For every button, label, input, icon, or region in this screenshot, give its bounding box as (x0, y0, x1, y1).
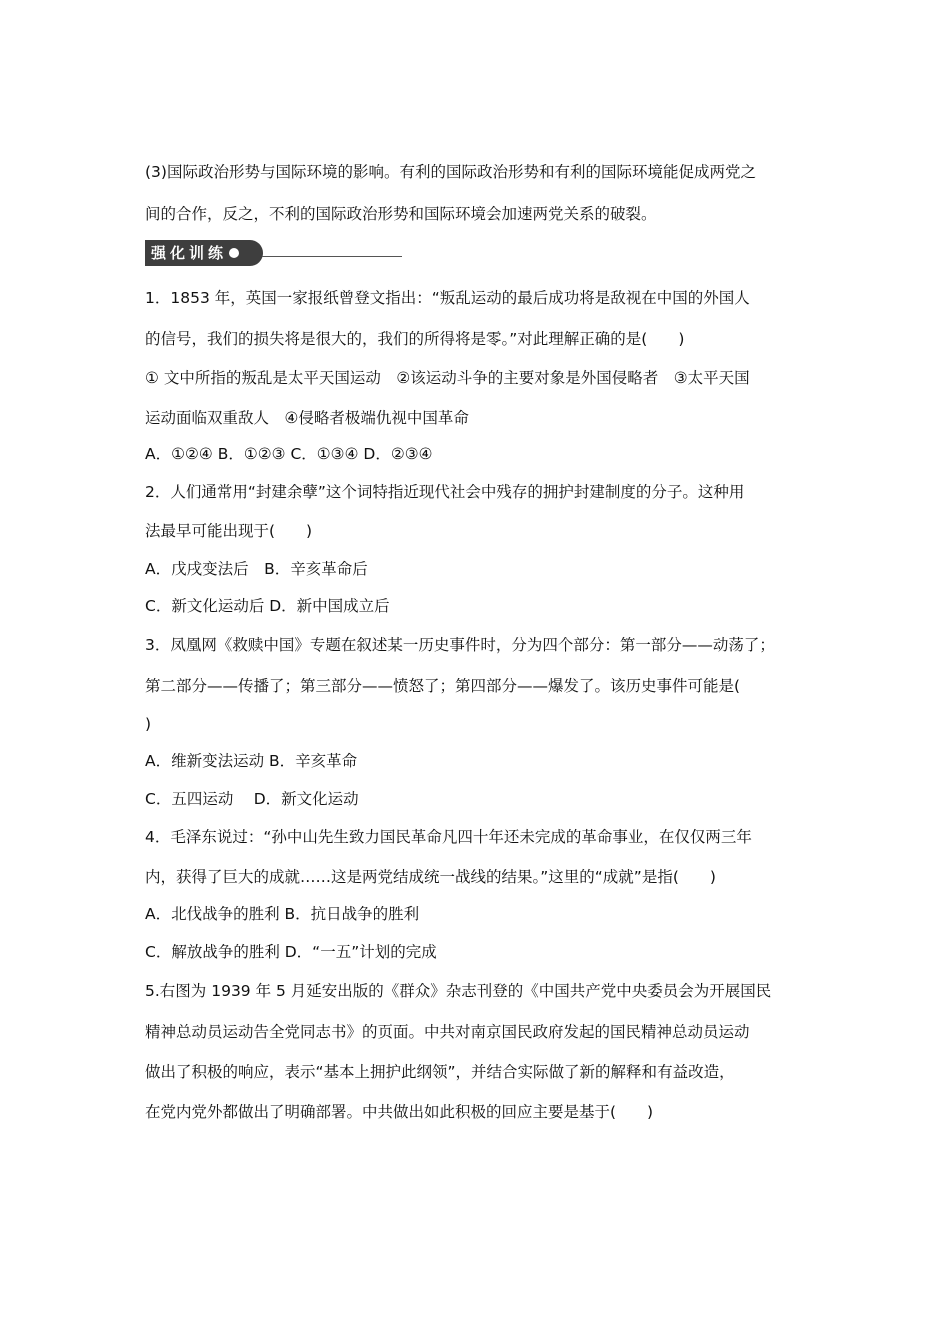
q5-stem-line-4: 在党内党外都做出了明确部署。中共做出如此积极的回应主要是基于( ) (145, 1103, 654, 1121)
q5-stem-line-3: 做出了积极的响应，表示“基本上拥护此纲领”，并结合实际做了新的解释和有益改造， (145, 1063, 735, 1081)
q1-stem-line-1: 1．1853 年，英国一家报纸曾登文指出：“叛乱运动的最后成功将是敌视在中国的外国人 (145, 289, 750, 307)
q3-options-ab: A．维新变法运动 B．辛亥革命 (145, 752, 358, 770)
q3-options-cd: C．五四运动 D．新文化运动 (145, 790, 359, 808)
q2-options-cd: C．新文化运动后 D．新中国成立后 (145, 597, 390, 615)
section-title: 强化训练 (151, 244, 228, 262)
section-rule (262, 256, 402, 257)
q1-options: A．①②④ B．①②③ C．①③④ D．②③④ (145, 445, 433, 463)
q1-items-line-2: 运动面临双重敌人 ④侵略者极端仇视中国革命 (145, 409, 469, 427)
q3-stem-line-2: 第二部分——传播了；第三部分——愤怒了；第四部分——爆发了。该历史事件可能是( (145, 677, 741, 695)
q3-stem-line-1: 3．凤凰网《救赎中国》专题在叙述某一历史事件时，分为四个部分：第一部分——动荡了； (145, 636, 775, 654)
q3-stem-line-3: ) (145, 715, 152, 733)
q4-options-ab: A．北伐战争的胜利 B．抗日战争的胜利 (145, 905, 420, 923)
q2-options-ab: A．戊戌变法后 B．辛亥革命后 (145, 560, 368, 578)
intro-line-1: (3)国际政治形势与国际环境的影响。有利的国际政治形势和有利的国际环境能促成两党之 (145, 163, 756, 181)
q1-stem-line-2: 的信号，我们的损失将是很大的，我们的所得将是零。”对此理解正确的是( ) (145, 330, 685, 348)
q5-stem-line-1: 5.右图为 1939 年 5 月延安出版的《群众》杂志刊登的《中国共产党中央委员会为开展国民 (145, 982, 772, 1000)
q2-stem-line-2: 法最早可能出现于( ) (145, 522, 313, 540)
intro-line-2: 间的合作，反之，不利的国际政治形势和国际环境会加速两党关系的破裂。 (145, 205, 657, 223)
q4-stem-line-2: 内，获得了巨大的成就……这是两党结成统一战线的结果。”这里的“成就”是指( ) (145, 868, 716, 886)
dot-icon (229, 248, 239, 258)
q2-stem-line-1: 2．人们通常用“封建余孽”这个词特指近现代社会中残存的拥护封建制度的分子。这种用 (145, 483, 745, 501)
q4-options-cd: C．解放战争的胜利 D．“一五”计划的完成 (145, 943, 437, 961)
section-badge (145, 240, 263, 266)
q4-stem-line-1: 4．毛泽东说过：“孙中山先生致力国民革命凡四十年还未完成的革命事业，在仅仅两三年 (145, 828, 752, 846)
q5-stem-line-2: 精神总动员运动告全党同志书》的页面。中共对南京国民政府发起的国民精神总动员运动 (145, 1023, 750, 1041)
q1-items-line-1: ① 文中所指的叛乱是太平天国运动 ②该运动斗争的主要对象是外国侵略者 ③太平天国 (145, 369, 750, 387)
